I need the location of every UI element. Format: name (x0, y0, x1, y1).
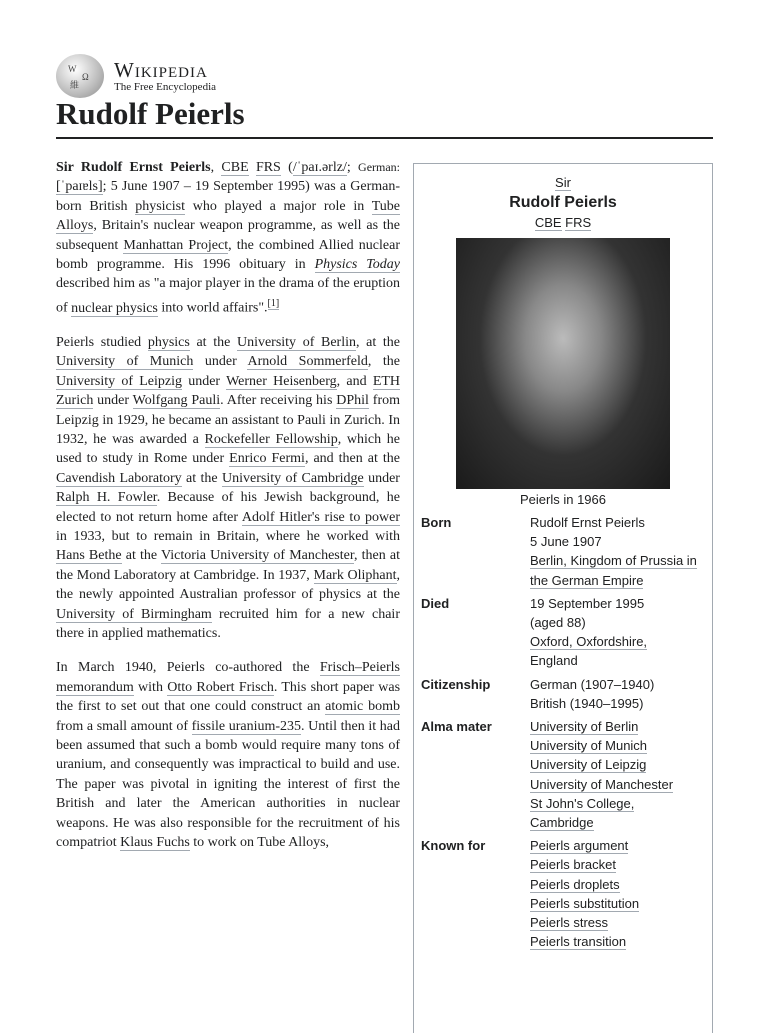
title-divider (56, 137, 713, 139)
photo-caption: Peierls in 1966 (520, 492, 606, 507)
infobox-name: Rudolf Peierls (509, 194, 617, 211)
infobox-value (530, 513, 705, 590)
article-link[interactable]: Ralph H. Fowler (56, 490, 157, 506)
value-link[interactable]: Cambridge (530, 815, 594, 831)
infobox-row (414, 509, 712, 590)
value-link[interactable]: University of Berlin (530, 719, 639, 735)
infobox-row (414, 671, 712, 713)
article-link[interactable]: Physics Today (314, 257, 401, 273)
value-text: German (1907–1940) (530, 676, 655, 692)
value-link[interactable]: University of Manchester (530, 776, 674, 792)
value-link[interactable]: Peierls bracket (530, 857, 616, 873)
value-link[interactable]: Peierls droplets (530, 876, 620, 892)
article-link[interactable]: Arnold Sommerfeld (247, 354, 368, 370)
infobox-value (530, 717, 705, 832)
value-text: 5 June 1907 (530, 534, 602, 550)
value-link[interactable]: University of Munich (530, 738, 648, 754)
portrait-photo[interactable] (456, 238, 670, 489)
article-link[interactable]: Werner Heisenberg (226, 373, 337, 389)
article-link[interactable]: Cavendish Laboratory (56, 470, 182, 486)
infobox-label: Alma mater (421, 719, 492, 735)
wikipedia-logo[interactable] (56, 54, 216, 98)
infobox-label: Died (421, 595, 450, 611)
article-link[interactable]: University of Birmingham (56, 606, 212, 622)
article-link[interactable]: Victoria University of Manchester (160, 548, 354, 564)
article-link[interactable]: University of Munich (56, 354, 194, 370)
infobox-value (530, 594, 705, 671)
value-link[interactable]: the German Empire (530, 572, 644, 588)
infobox-row (414, 590, 712, 671)
article-link[interactable]: University of Berlin (236, 334, 356, 350)
article-link[interactable]: Adolf Hitler's rise to power (241, 509, 400, 525)
article-link[interactable]: Rockefeller Fellowship (204, 431, 338, 447)
value-link[interactable]: Oxford, Oxfordshire, (530, 634, 648, 650)
logo-title: Wikipedia (114, 58, 208, 82)
infobox (413, 163, 713, 1033)
article-link[interactable]: physics (147, 334, 190, 350)
paragraph: Sir Rudolf Ernst Peierls, CBE FRS (/ˈpaɪ.ərlz/; German: [ˈpaɪɐls]; 5 June 1907 – 19 September 1995) was a German-born British physicist who played a major role in Tube Alloys, Britain's nuclear weapon programme, as well as the subsequent Manhattan Project, the combined Allied nuclear bomb programme. His 1996 obituary in Physics Today described him as "a major player in the drama of the eruption of nuclear physics into world affairs".[1] (56, 160, 401, 316)
article-link[interactable]: Manhattan Project (123, 237, 229, 253)
article-link[interactable]: Frisch–Peierls memorandum (56, 660, 400, 695)
frs-link[interactable]: FRS (565, 215, 592, 230)
value-text: 19 September 1995 (530, 595, 645, 611)
article-link[interactable]: fissile uranium-235 (191, 718, 302, 734)
honorific-link[interactable]: Sir (555, 175, 571, 190)
infobox-value (530, 836, 705, 951)
infobox-label: Citizenship (421, 676, 491, 692)
article-link[interactable]: Wolfgang Pauli (132, 393, 221, 409)
infobox-value (530, 675, 705, 713)
article-link[interactable]: DPhil (336, 393, 369, 409)
article-link[interactable]: [ˈpaɪɐls] (56, 179, 103, 195)
article-body (56, 158, 400, 867)
value-link[interactable]: Peierls argument (530, 838, 629, 854)
cbe-link[interactable]: CBE (534, 215, 562, 230)
article-link[interactable]: nuclear physics (71, 300, 158, 316)
logo-subtitle: The Free Encyclopedia (114, 81, 217, 93)
value-text: England (530, 653, 578, 669)
article-link[interactable]: University of Cambridge (222, 470, 364, 486)
article-link[interactable]: physicist (135, 198, 185, 214)
value-link[interactable]: Peierls stress (530, 915, 609, 931)
value-link[interactable]: Berlin, Kingdom of Prussia in (530, 553, 697, 569)
value-text: Rudolf Ernst Peierls (530, 515, 645, 530)
page-title: Rudolf Peierls (56, 96, 245, 131)
article-link[interactable]: CBE (221, 160, 249, 175)
value-text: British (1940–1995) (530, 695, 644, 711)
article-link[interactable]: ETH Zurich (56, 373, 401, 409)
paragraph: Peierls studied physics at the University of Berlin, at the University of Munich under Arnold Sommerfeld, the University of Leipzig under Werner Heisenberg, and ETH Zurich under Wolfgang Pauli. After receiving his DPhil from Leipzig in 1929, he became an assistant to Pauli in Zurich. In 1932, he was awarded a Rockefeller Fellowship, which he used to study in Rome under Enrico Fermi, and then at the Cavendish Laboratory at the University of Cambridge under Ralph H. Fowler. Because of his Jewish background, he elected to not return home after Adolf Hitler's rise to power in 1933, but to remain in Britain, where he worked with Hans Bethe at the Victoria University of Manchester, then at the Mond Laboratory at Cambridge. In 1937, Mark Oliphant, the newly appointed Australian professor of physics at the University of Birmingham recruited him for a new chair there in applied mathematics. (56, 334, 401, 641)
article-link[interactable]: University of Leipzig (56, 373, 182, 389)
value-link[interactable]: Peierls transition (530, 934, 627, 950)
infobox-row (414, 713, 712, 832)
article-link[interactable]: [1] (267, 297, 280, 309)
article-link[interactable]: FRS (255, 160, 281, 175)
article-link[interactable]: Mark Oliphant (313, 567, 397, 583)
article-link[interactable]: Hans Bethe (56, 548, 122, 564)
value-link[interactable]: St John's College, (530, 795, 635, 811)
article-link[interactable]: Enrico Fermi (229, 451, 305, 467)
globe-icon: W Ω 維 (56, 54, 104, 98)
article-link[interactable]: Klaus Fuchs (120, 835, 190, 851)
article-link[interactable]: atomic bomb (325, 699, 400, 715)
paragraph: In March 1940, Peierls co-authored the Frisch–Peierls memorandum with Otto Robert Frisch. This short paper was the first to set out that one could construct an atomic bomb from a small amount of fissile uranium-235. Until then it had been assumed that such a bomb would require many tons of uranium, and consequently was impractical to build and use. The paper was pivotal in igniting the interest of first the British and later the American authorities in nuclear weapons. He was also responsible for the recruitment of his compatriot Klaus Fuchs to work on Tube Alloys, (56, 660, 401, 851)
infobox-label: Born (421, 515, 452, 530)
article-link[interactable]: Tube Alloys (56, 198, 400, 234)
infobox-row (414, 832, 712, 951)
value-link[interactable]: University of Leipzig (530, 757, 647, 773)
value-text: (aged 88) (530, 615, 586, 631)
value-link[interactable]: Peierls substitution (530, 895, 640, 911)
article-link[interactable]: Otto Robert Frisch (167, 679, 274, 695)
article-link[interactable]: /ˈpaɪ.ərlz/ (292, 160, 347, 175)
infobox-label: Known for (421, 838, 486, 854)
